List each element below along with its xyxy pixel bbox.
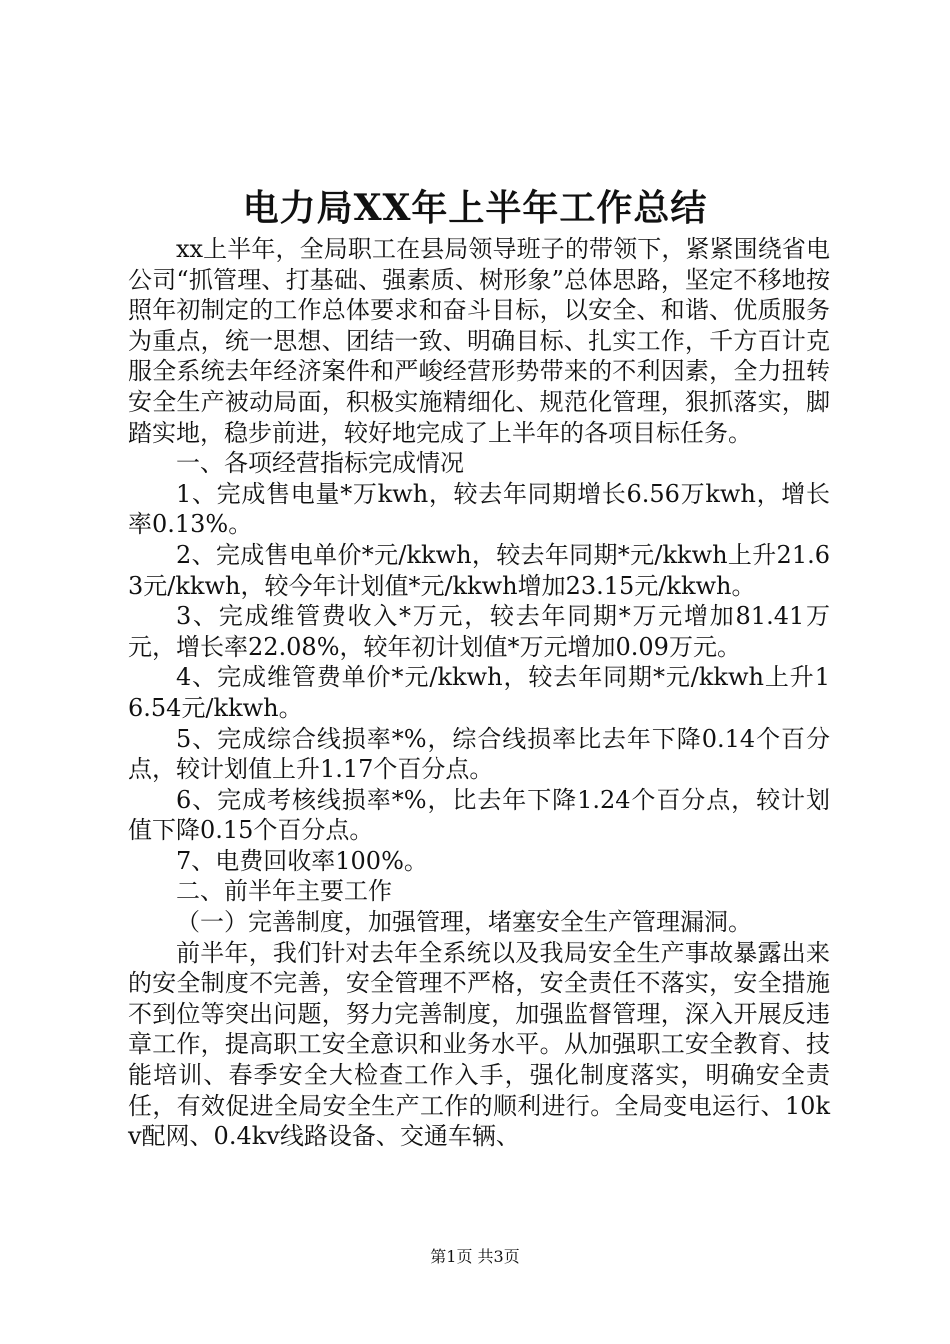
list-item: 7、电费回收率100%。 bbox=[176, 846, 428, 875]
list-item: 1、完成售电量*万kwh，较去年同期增长6.56万kwh，增长率0.13%。 bbox=[128, 479, 830, 539]
paragraph-intro: xx上半年，全局职工在县局领导班子的带领下，紧紧围绕省电公司“抓管理、打基础、强素质、树形象”总体思路，坚定不移地按照年初制定的工作总体要求和奋斗目标，以安全、和谐、优质服务为重点，统一思想、团结一致、明确目标、扎实工作，千方百计克服全系统去年经济案件和严峻经营形势带来的不利因素，全力扭转安全生产被动局面，积极实施精细化、规范化管理，狠抓落实，脚踏实地，稳步前进，较好地完成了上半年的各项目标任务。 bbox=[128, 235, 830, 447]
section-heading: 一、各项经营指标完成情况 bbox=[176, 449, 464, 478]
list-item: 2、完成售电单价*元/kkwh，较去年同期*元/kkwh上升21.63元/kkwh，较今年计划值*元/kkwh增加23.15元/kkwh。 bbox=[128, 540, 830, 600]
paragraph-body: 前半年，我们针对去年全系统以及我局安全生产事故暴露出来的安全制度不完善，安全管理不严格，安全责任不落实，安全措施不到位等突出问题，努力完善制度，加强监督管理，深入开展反违章工作，提高职工安全意识和业务水平。从加强职工安全教育、技能培训、春季安全大检查工作入手，强化制度落实，明确安全责任，有效促进全局安全生产工作的顺利进行。全局变电运行、10kv配网、0.4kv线路设备、交通车辆、 bbox=[128, 938, 830, 1151]
document-title: 电力局XX年上半年工作总结 bbox=[242, 187, 708, 229]
document-body bbox=[128, 234, 830, 1152]
list-item: 5、完成综合线损率*%，综合线损率比去年下降0.14个百分点，较计划值上升1.17个百分点。 bbox=[128, 724, 830, 784]
list-item: 3、完成维管费收入*万元，较去年同期*万元增加81.41万元，增长率22.08%，较年初计划值*万元增加0.09万元。 bbox=[128, 602, 830, 661]
section-heading: 二、前半年主要工作 bbox=[176, 877, 392, 906]
list-item: 6、完成考核线损率*%，比去年下降1.24个百分点，较计划值下降0.15个百分点。 bbox=[128, 785, 830, 845]
subsection-heading: （一）完善制度，加强管理，堵塞安全生产管理漏洞。 bbox=[176, 908, 752, 937]
page-footer: 第1页 共3页 bbox=[430, 1247, 520, 1266]
list-item: 4、完成维管费单价*元/kkwh，较去年同期*元/kkwh上升16.54元/kkwh。 bbox=[128, 663, 830, 722]
